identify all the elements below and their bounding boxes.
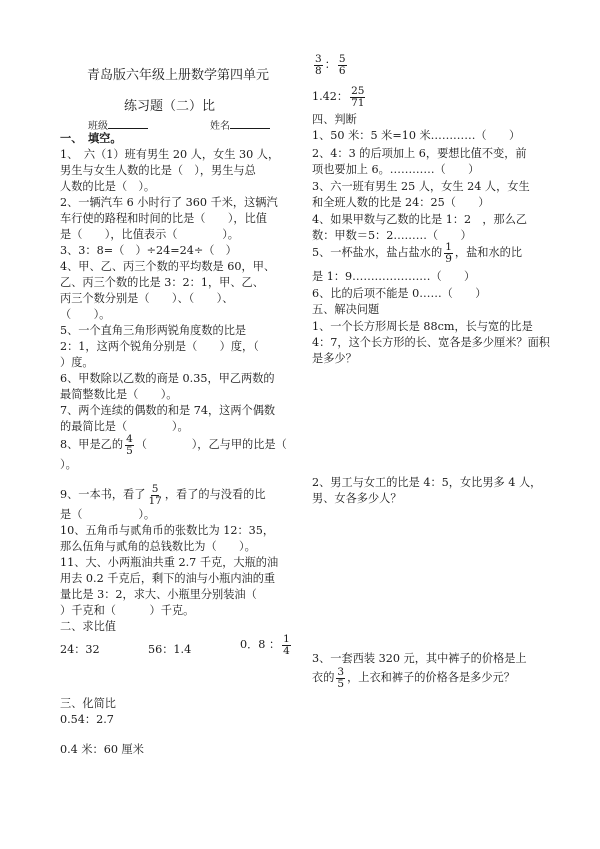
question-6-line-1: 6、甲数除以乙数的商是 0.35，甲乙两数的 xyxy=(60,372,275,385)
question-8-prefix: 8、甲是乙的 xyxy=(60,438,124,451)
name-blank xyxy=(230,118,270,129)
ratio-value-c xyxy=(240,632,293,658)
judge-4-line-1: 4、如果甲数与乙数的比是 1：2 ，那么乙 xyxy=(312,213,528,226)
page-title: 青岛版六年级上册数学第四单元 xyxy=(87,68,270,83)
ratio-value-c-prefix: 0．8 ： xyxy=(240,638,281,651)
question-6-line-2: 最简整数比是（ ）。 xyxy=(60,388,178,401)
question-11-line-3: 量比是 3：2，求大、小瓶里分别装油（ xyxy=(60,588,257,601)
fraction-numerator: 1 xyxy=(283,632,290,645)
judge-5-prefix: 5、一杯盐水，盐占盐水的 xyxy=(312,246,443,259)
judge-3-line-2: 和全班人数的比是 24：25（ ） xyxy=(312,196,490,209)
question-8-fraction xyxy=(125,434,134,457)
ratio-value-a: 24：32 xyxy=(60,643,100,656)
fraction-numerator: 5 xyxy=(338,52,346,65)
section-judge-heading: 四、判断 xyxy=(312,113,357,126)
simplify-c-fraction-b xyxy=(338,54,347,77)
name-label: 姓名 xyxy=(210,121,230,132)
judge-1: 1、50 米：5 米=10 米…………（ ） xyxy=(312,129,521,142)
question-8 xyxy=(60,432,287,458)
judge-5-suffix: ，盐和水的比 xyxy=(454,246,523,259)
fraction-numerator: 25 xyxy=(351,84,365,97)
question-8-middle: （ ），乙与甲的比是（ xyxy=(135,438,287,451)
simplify-c-fraction-a xyxy=(314,54,323,77)
page-subtitle: 练习题（二）比 xyxy=(124,99,216,114)
judge-6: 6、比的后项不能是 0……（ ） xyxy=(312,287,487,300)
judge-2-line-1: 2、4：3 的后项加上 6，要想比值不变，前 xyxy=(312,147,527,160)
problem-3-line-2 xyxy=(312,664,515,692)
question-4-line-2: 乙、丙三个数的比是 3：2：1，甲、乙、 xyxy=(60,276,264,289)
fraction-denominator: 6 xyxy=(338,64,346,77)
simplify-c xyxy=(312,52,349,78)
question-9-line-2: 是（ ）。 xyxy=(60,508,156,521)
simplify-b: 0.4 米：60 厘米 xyxy=(60,743,144,756)
judge-4-line-2: 数：甲数＝5：2………（ ） xyxy=(312,229,472,242)
judge-5-fraction xyxy=(444,242,453,265)
fraction-numerator: 5 xyxy=(151,482,159,495)
question-9-line-1 xyxy=(60,482,266,508)
question-3: 3、3：8=（ ）÷24=24÷（ ） xyxy=(60,244,237,257)
question-4-line-4: （ ）。 xyxy=(60,308,111,321)
ratio-colon: ： xyxy=(324,58,336,71)
class-label: 班级 xyxy=(88,121,108,132)
question-2-line-2: 车行使的路程和时间的比是（ ），比值 xyxy=(60,212,267,225)
question-11-line-4: ）千克和（ ）千克。 xyxy=(60,604,195,617)
fraction-numerator: 1 xyxy=(445,240,452,253)
fraction-denominator: 5 xyxy=(126,444,133,457)
fraction-denominator: 17 xyxy=(148,494,162,507)
fraction-numerator: 3 xyxy=(315,52,322,65)
problem-2-line-1: 2、男工与女工的比是 4：5，女比男多 4 人， xyxy=(312,476,542,489)
judge-5-line-2: 是 1：9…………………（ ） xyxy=(312,270,476,283)
fraction-denominator: 5 xyxy=(337,677,345,690)
problem-2-line-2: 男、女各多少人？ xyxy=(312,492,402,505)
question-10-line-1: 10、五角币与贰角币的张数比为 12：35， xyxy=(60,524,275,537)
question-5-line-2: 2：1，这两个锐角分别是（ ）度，（ xyxy=(60,340,259,353)
question-4-line-1: 4、甲、乙、丙三个数的平均数是 60，甲、 xyxy=(60,260,276,273)
problem-3-prefix: 衣的 xyxy=(312,671,335,684)
question-11-line-1: 11、大、小两瓶油共重 2.7 千克，大瓶的油 xyxy=(60,556,279,569)
fraction-numerator: 3 xyxy=(337,665,345,678)
simplify-a: 0.54：2.7 xyxy=(60,713,114,726)
question-4-line-3: 丙三个数分别是（ ）、（ ）、 xyxy=(60,292,234,305)
section-problems-heading: 五、解决问题 xyxy=(312,303,380,316)
question-8-tail: ）。 xyxy=(60,458,77,471)
problem-3-fraction xyxy=(336,667,345,690)
judge-5-line-1 xyxy=(312,240,522,266)
simplify-d xyxy=(312,84,367,110)
question-9-prefix: 9、一本书，看了 xyxy=(60,488,146,501)
question-7-line-2: 的最简比是（ ）。 xyxy=(60,420,189,433)
ratio-value-c-fraction xyxy=(282,634,291,657)
fraction-denominator: 4 xyxy=(283,644,290,657)
section-simplify-heading: 三、化简比 xyxy=(60,697,116,710)
ratio-value-b: 56：1.4 xyxy=(148,643,192,656)
question-1-line-2: 男生与女生人数的比是（ ），男生与总 xyxy=(60,164,256,177)
question-2-line-3: 是（ ），比值表示（ ）。 xyxy=(60,228,239,241)
fraction-denominator: 8 xyxy=(315,64,322,77)
simplify-d-fraction xyxy=(350,86,365,109)
class-blank xyxy=(108,118,148,129)
question-1-line-3: 人数的比是（ ）。 xyxy=(60,180,156,193)
judge-2-line-2: 项也要加上 6。…………（ ） xyxy=(312,163,480,176)
fraction-denominator: 9 xyxy=(445,252,452,265)
problem-3-line-1: 3、一套西装 320 元，其中裤子的价格是上 xyxy=(312,652,527,665)
question-11-line-2: 用去 0.2 千克后，剩下的油与小瓶内油的重 xyxy=(60,572,276,585)
question-5-line-3: ）度。 xyxy=(60,356,94,369)
name-field xyxy=(210,118,270,134)
question-9-fraction xyxy=(147,484,162,507)
question-9-suffix: ，看了的与没看的比 xyxy=(164,488,266,501)
problem-1-line-3: 是多少？ xyxy=(312,352,357,365)
judge-3-line-1: 3、六一班有男生 25 人，女生 24 人，女生 xyxy=(312,180,530,193)
simplify-d-prefix: 1.42： xyxy=(312,90,349,103)
problem-1-line-1: 1、一个长方形周长是 88cm，长与宽的比是 xyxy=(312,320,533,333)
section-ratio-value-heading: 二、求比值 xyxy=(60,620,116,633)
question-10-line-2: 那么伍角与贰角的总钱数比为（ ）。 xyxy=(60,540,256,553)
problem-1-line-2: 4：7，这个长方形的长、宽各是多少厘米？面积 xyxy=(312,336,550,349)
question-5-line-1: 5、一个直角三角形两锐角度数的比是 xyxy=(60,324,247,337)
fraction-denominator: 71 xyxy=(351,96,365,109)
section-fill-blank-heading: 一、 填空。 xyxy=(60,131,122,145)
fraction-numerator: 4 xyxy=(126,432,133,445)
problem-3-suffix: ，上衣和裤子的价格各是多少元？ xyxy=(347,671,515,684)
question-2-line-1: 2、一辆汽车 6 小时行了 360 千米，这辆汽 xyxy=(60,196,278,209)
question-1-line-1: 1、 六（1）班有男生 20 人，女生 30 人， xyxy=(60,148,280,161)
question-7-line-1: 7、两个连续的偶数的和是 74，这两个偶数 xyxy=(60,404,276,417)
